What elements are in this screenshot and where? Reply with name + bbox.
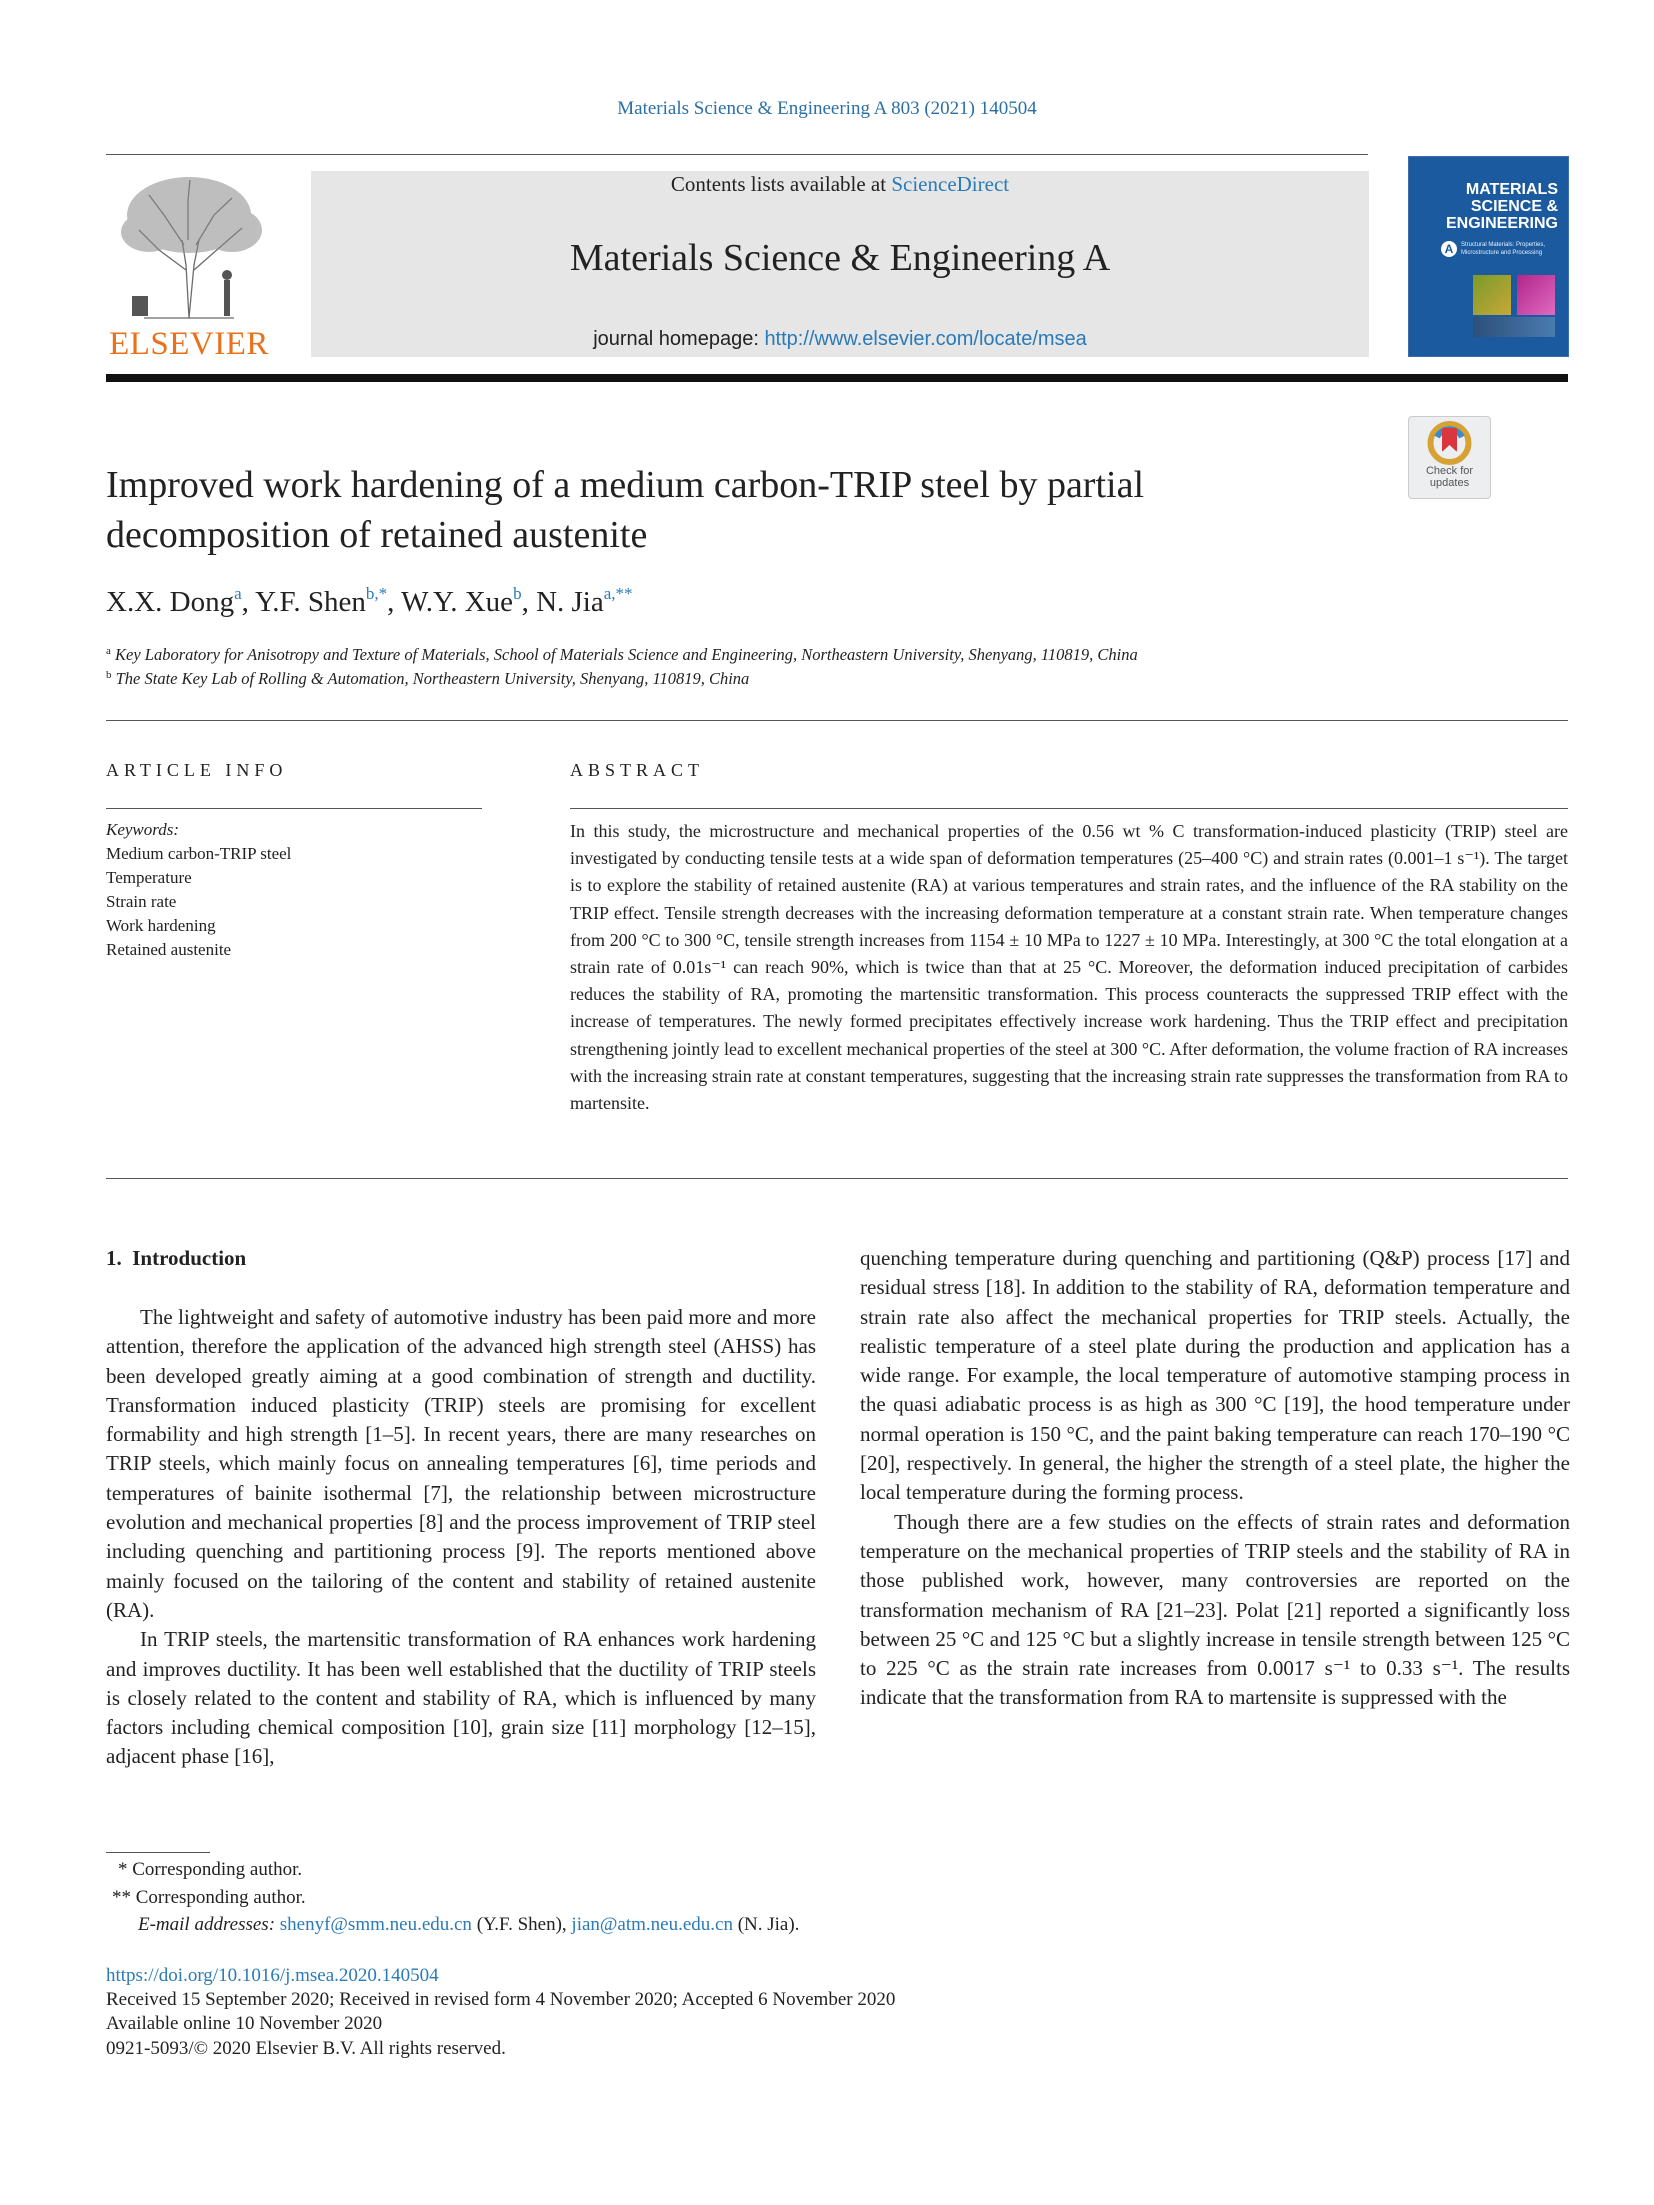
- cover-title: MATERIALS SCIENCE & ENGINEERING: [1445, 181, 1558, 232]
- author-affil-sup[interactable]: a,**: [603, 584, 633, 603]
- affiliation-rule: [106, 720, 1568, 721]
- abstract-bottom-rule: [106, 1178, 1568, 1179]
- keyword-item: Temperature: [106, 868, 192, 887]
- keyword-item: Strain rate: [106, 892, 177, 911]
- available-online: Available online 10 November 2020: [106, 2013, 383, 2035]
- article-meta: [106, 1964, 895, 2061]
- cover-subtitle: Structural Materials: Properties, Microstructure and Processing: [1461, 242, 1546, 256]
- affiliation-sup: a: [106, 645, 111, 657]
- body-left-column: [106, 1303, 816, 1772]
- keywords-block: [106, 818, 291, 962]
- cover-a-icon: A: [1441, 241, 1457, 257]
- author-separator: ,: [387, 586, 402, 618]
- running-head[interactable]: Materials Science & Engineering A 803 (2021) 140504: [617, 98, 1037, 119]
- section-number: 1.: [106, 1246, 122, 1270]
- doi-link[interactable]: https://doi.org/10.1016/j.msea.2020.140504: [106, 1965, 439, 1986]
- cover-micrograph-3: [1473, 317, 1555, 337]
- keywords-label: Keywords:: [106, 820, 180, 839]
- body-paragraph: The lightweight and safety of automotive industry has been paid more and more attention, therefore the application of the advanced high strength steel (AHSS) has been developed greatly aiming at a good combination of strength and ductility. Transformation induced plasticity (TRIP) steels are promising for excellent formability and high strength [1–5]. In recent years, there are many researches on TRIP steels, which mainly focus on annealing temperatures [6], time periods and temperatures of bainite isothermal [7], the relationship between microstructure evolution and mechanical properties [8] and the process improvement of TRIP steel including quenching and partitioning process [9]. The reports mentioned above mainly focused on the tailoring of the content and stability of retained austenite (RA).: [106, 1305, 816, 1622]
- email-label: E-mail addresses:: [138, 1914, 276, 1935]
- sciencedirect-link[interactable]: ScienceDirect: [891, 172, 1010, 196]
- abstract-heading: ABSTRACT: [570, 760, 705, 780]
- header-rule: [106, 154, 1368, 155]
- author-separator: ,: [241, 586, 256, 618]
- author-name[interactable]: N. Jia: [536, 586, 604, 618]
- affiliation-text: Key Laboratory for Anisotropy and Texture of Materials, School of Materials Science and Engineering, Northeastern University, Shenyang, 110819, China: [115, 645, 1138, 664]
- section-heading-introduction: [106, 1246, 246, 1271]
- email-link[interactable]: shenyf@smm.neu.edu.cn: [279, 1914, 472, 1935]
- body-paragraph: In TRIP steels, the martensitic transformation of RA enhances work hardening and improves ductility. It has been well established that the ductility of TRIP steels is closely related to the content and stability of RA, which is influenced by many factors including chemical composition [10], grain size [11] morphology [12–15], adjacent phase [16],: [106, 1627, 816, 1769]
- keyword-item: Work hardening: [106, 916, 216, 935]
- homepage-link[interactable]: http://www.elsevier.com/locate/msea: [764, 328, 1087, 350]
- body-paragraph: Though there are a few studies on the effects of strain rates and deformation temperature on the mechanical properties of TRIP steels and the stability of RA in those published work, however, many controversies are reported on the transformation mechanism of RA [21–23]. Polat [21] reported a significantly loss between 25 °C and 125 °C but a slightly increase in tensile strength between 125 °C to 225 °C as the strain rate increases from 0.0017 s⁻¹ to 0.33 s⁻¹. The results indicate that the transformation from RA to martensite is suppressed with the: [860, 1509, 1570, 1710]
- email-line: [106, 1911, 799, 1939]
- article-title: Improved work hardening of a medium carbon-TRIP steel by partial decomposition of retained austenite: [106, 464, 1145, 556]
- author-list: [106, 584, 633, 619]
- crossmark-icon[interactable]: [1408, 416, 1491, 499]
- contents-prefix: Contents lists available at: [670, 172, 892, 196]
- copyright-line: 0921-5093/© 2020 Elsevier B.V. All rights reserved.: [106, 2037, 506, 2059]
- email-owner: (Y.F. Shen),: [476, 1914, 567, 1935]
- affiliation-a: [106, 645, 1138, 665]
- received-dates: Received 15 September 2020; Received in revised form 4 November 2020; Accepted 6 November 2020: [106, 1989, 896, 2011]
- section-title: Introduction: [132, 1246, 247, 1270]
- author-separator: ,: [521, 586, 537, 618]
- contents-available-line: [311, 172, 1369, 197]
- journal-homepage-line: [311, 328, 1369, 351]
- email-link[interactable]: jian@atm.neu.edu.cn: [571, 1914, 733, 1935]
- author-name[interactable]: X.X. Dong: [106, 586, 235, 618]
- author-affil-sup[interactable]: a: [234, 584, 242, 603]
- author-affil-sup[interactable]: b: [513, 584, 522, 603]
- cover-micrograph-1: [1473, 275, 1511, 315]
- affiliation-text: The State Key Lab of Rolling & Automation, Northeastern University, Shenyang, 110819, China: [115, 669, 750, 688]
- abstract-text: In this study, the microstructure and mechanical properties of the 0.56 wt % C transformation-induced plasticity (TRIP) steel are investigated by conducting tensile tests at a wide span of deformation temperatures (25–400 °C) and strain rates (0.001–1 s⁻¹). The target is to explore the stability of retained austenite (RA) at various temperatures and strain rates, and the influence of the RA stability on the TRIP effect. Tensile strength decreases with the increasing deformation temperature at a constant strain rate. When temperature changes from 200 °C to 300 °C, tensile strength increases from 1154 ± 10 MPa to 1227 ± 10 MPa. Interestingly, at 300 °C the total elongation at a strain rate of 0.01s⁻¹ can reach 90%, which is twice than that at 25 °C. Moreover, the deformation induced precipitation of carbides reduces the stability of RA, promoting the martensitic transformation. This process counteracts the suppressed TRIP effect with the increase of temperatures. The newly formed precipitates effectively increase work hardening. Thus the TRIP effect and precipitation strengthening jointly lead to excellent mechanical properties of the steel at 300 °C. After deformation, the volume fraction of RA increases with the increasing strain rate at constant temperatures, suggesting that the increasing strain rate suppresses the transformation from RA to martensite.: [570, 821, 1568, 1114]
- keyword-item: Retained austenite: [106, 940, 232, 959]
- journal-name: Materials Science & Engineering A: [569, 237, 1111, 279]
- author-name[interactable]: W.Y. Xue: [401, 586, 514, 618]
- body-paragraph: quenching temperature during quenching and partitioning (Q&P) process [17] and residual stress [18]. In addition to the stability of RA, deformation temperature and strain rate also affect the mechanical properties for TRIP steels. Actually, the realistic temperature of a steel plate during the production and application has a wide range. For example, the local temperature of automotive stamping process in the quasi adiabatic process is as high as 300 °C [19], the hood temperature under normal operation is 150 °C, and the paint baking temperature can reach 170–190 °C [20], respectively. In general, the higher the strength of a steel plate, the higher the local temperature during the forming process.: [860, 1246, 1570, 1505]
- email-owner: (N. Jia).: [737, 1914, 800, 1935]
- cover-micrograph-2: [1517, 275, 1555, 315]
- article-info-heading: ARTICLE INFO: [106, 760, 288, 780]
- article-info-rule: [106, 808, 482, 809]
- crossmark-label: Check for updates: [1425, 465, 1474, 489]
- affiliation-b: [106, 669, 749, 689]
- author-affil-sup[interactable]: b,*: [365, 584, 388, 603]
- corresponding-author-note: * Corresponding author.: [118, 1859, 303, 1880]
- author-name[interactable]: Y.F. Shen: [255, 586, 366, 618]
- keyword-item: Medium carbon-TRIP steel: [106, 844, 292, 863]
- affiliation-sup: b: [106, 669, 112, 681]
- footnotes-block: [106, 1856, 799, 1939]
- abstract-rule: [570, 808, 1568, 809]
- corresponding-author-note: ** Corresponding author.: [112, 1886, 306, 1908]
- footnote-rule: [106, 1852, 210, 1853]
- journal-cover-image-icon[interactable]: [1408, 156, 1569, 357]
- homepage-prefix: journal homepage:: [593, 328, 765, 350]
- publisher-logo-text: ELSEVIER: [109, 326, 269, 362]
- body-right-column: [860, 1244, 1570, 1713]
- header-thick-rule: [106, 374, 1568, 382]
